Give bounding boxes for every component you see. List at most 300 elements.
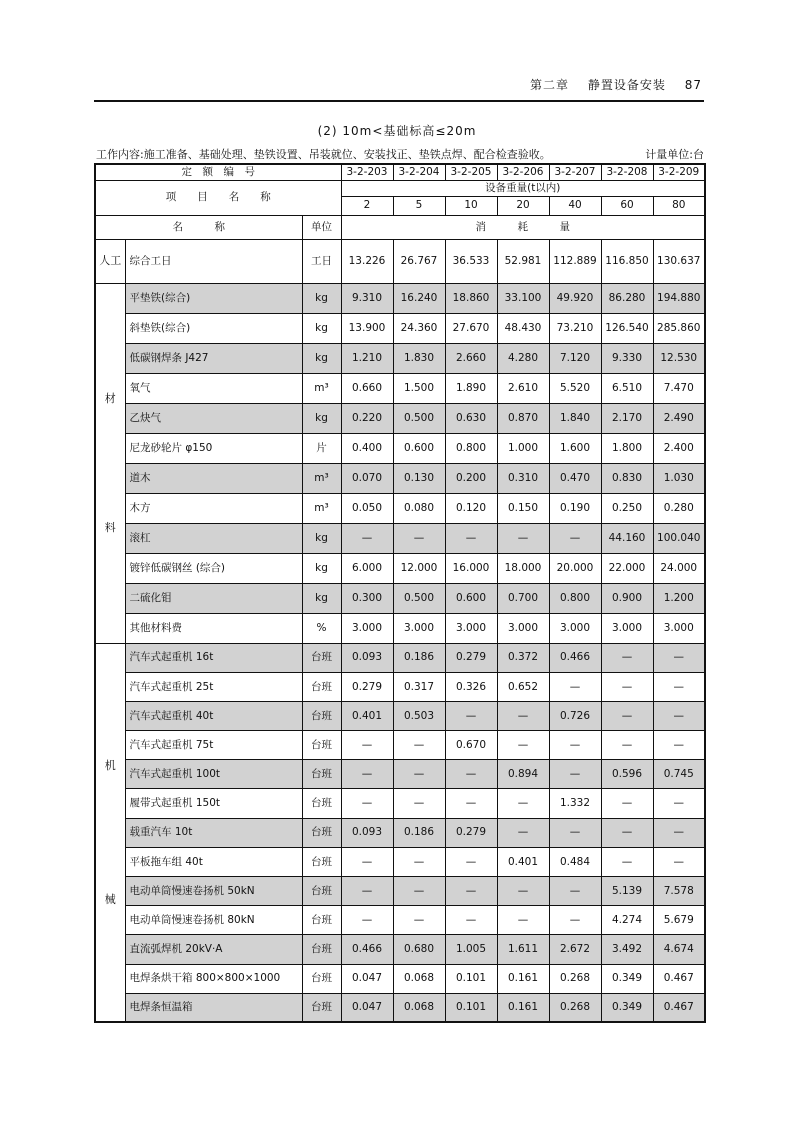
consumption-value: — xyxy=(341,847,393,876)
consumption-value: — xyxy=(445,701,497,730)
item-unit: 台班 xyxy=(302,993,341,1022)
item-unit: kg xyxy=(302,403,341,433)
item-unit: 台班 xyxy=(302,731,341,760)
consumption-value: — xyxy=(497,731,549,760)
running-head xyxy=(516,76,702,93)
item-unit: 台班 xyxy=(302,935,341,964)
consumption-value: 1.000 xyxy=(497,433,549,463)
item-unit: % xyxy=(302,613,341,643)
consumption-value: — xyxy=(341,523,393,553)
consumption-value: 3.000 xyxy=(601,613,653,643)
consumption-value: — xyxy=(601,789,653,818)
consumption-value: 0.745 xyxy=(653,760,705,789)
chapter-title: 静置设备安装 xyxy=(587,78,666,92)
consumption-value: — xyxy=(341,760,393,789)
category-label: 械 xyxy=(104,892,116,906)
consumption-value: — xyxy=(653,818,705,847)
table-row xyxy=(95,789,705,818)
consumption-value: 0.652 xyxy=(497,672,549,701)
consumption-value: 4.674 xyxy=(653,935,705,964)
consumption-value: 0.268 xyxy=(549,993,601,1022)
item-name: 汽车式起重机 16t xyxy=(125,643,302,672)
work-content-line xyxy=(96,146,704,162)
consumption-value: 1.005 xyxy=(445,935,497,964)
weight-value: 10 xyxy=(445,196,497,215)
item-name: 道木 xyxy=(125,463,302,493)
consumption-value: 27.670 xyxy=(445,313,497,343)
consumption-value: — xyxy=(653,672,705,701)
item-unit: kg xyxy=(302,283,341,313)
consumption-value: 0.101 xyxy=(445,993,497,1022)
quota-code: 3-2-206 xyxy=(497,164,549,180)
consumption-value: — xyxy=(601,643,653,672)
consumption-value: 3.000 xyxy=(341,613,393,643)
item-name: 乙炔气 xyxy=(125,403,302,433)
quota-code: 3-2-209 xyxy=(653,164,705,180)
page-number: 87 xyxy=(684,78,702,92)
chapter-label: 第二章 xyxy=(530,78,570,92)
consumption-value: 0.280 xyxy=(653,493,705,523)
consumption-value: 116.850 xyxy=(601,239,653,283)
item-unit: 台班 xyxy=(302,877,341,906)
consumption-value: 20.000 xyxy=(549,553,601,583)
item-name: 综合工日 xyxy=(125,239,302,283)
consumption-value: — xyxy=(601,672,653,701)
category-cell xyxy=(95,239,125,283)
weight-value: 40 xyxy=(549,196,601,215)
consumption-value: 12.000 xyxy=(393,553,445,583)
consumption-value: 7.470 xyxy=(653,373,705,403)
consumption-value: 0.120 xyxy=(445,493,497,523)
table-row xyxy=(95,463,705,493)
weight-value: 20 xyxy=(497,196,549,215)
consumption-value: 0.220 xyxy=(341,403,393,433)
consumption-value: 0.401 xyxy=(341,701,393,730)
item-unit: kg xyxy=(302,313,341,343)
consumption-value: — xyxy=(549,760,601,789)
consumption-value: 0.268 xyxy=(549,964,601,993)
consumption-value: — xyxy=(601,847,653,876)
consumption-value: 130.637 xyxy=(653,239,705,283)
item-unit: 台班 xyxy=(302,760,341,789)
consumption-header: 消 耗 量 xyxy=(341,215,705,239)
consumption-value: 16.000 xyxy=(445,553,497,583)
consumption-value: — xyxy=(549,877,601,906)
consumption-value: 13.226 xyxy=(341,239,393,283)
consumption-value: 2.660 xyxy=(445,343,497,373)
item-name-label: 项 目 名 称 xyxy=(95,180,341,215)
consumption-value: 0.161 xyxy=(497,993,549,1022)
consumption-value: 0.093 xyxy=(341,643,393,672)
consumption-value: 0.503 xyxy=(393,701,445,730)
consumption-value: 22.000 xyxy=(601,553,653,583)
item-name: 二硫化钼 xyxy=(125,583,302,613)
item-unit: 工日 xyxy=(302,239,341,283)
table-row xyxy=(95,523,705,553)
item-name: 镀锌低碳钢丝 (综合) xyxy=(125,553,302,583)
item-unit: kg xyxy=(302,523,341,553)
item-name: 履带式起重机 150t xyxy=(125,789,302,818)
consumption-value: 86.280 xyxy=(601,283,653,313)
consumption-value: — xyxy=(497,818,549,847)
consumption-value: 48.430 xyxy=(497,313,549,343)
consumption-value: 0.894 xyxy=(497,760,549,789)
consumption-value: — xyxy=(341,789,393,818)
quota-code: 3-2-205 xyxy=(445,164,497,180)
consumption-value: — xyxy=(497,906,549,935)
consumption-value: 1.611 xyxy=(497,935,549,964)
table-row xyxy=(95,283,705,313)
consumption-value: 0.500 xyxy=(393,583,445,613)
consumption-value: 0.630 xyxy=(445,403,497,433)
consumption-value: 0.068 xyxy=(393,964,445,993)
table-row xyxy=(95,906,705,935)
consumption-value: 0.700 xyxy=(497,583,549,613)
consumption-value: 112.889 xyxy=(549,239,601,283)
consumption-value: 0.900 xyxy=(601,583,653,613)
quota-code: 3-2-204 xyxy=(393,164,445,180)
consumption-value: 1.890 xyxy=(445,373,497,403)
consumption-value: — xyxy=(601,818,653,847)
consumption-value: 49.920 xyxy=(549,283,601,313)
item-unit: 台班 xyxy=(302,643,341,672)
item-name: 汽车式起重机 75t xyxy=(125,731,302,760)
consumption-value: 1.600 xyxy=(549,433,601,463)
weight-value: 2 xyxy=(341,196,393,215)
item-name: 其他材料费 xyxy=(125,613,302,643)
consumption-value: 0.047 xyxy=(341,964,393,993)
consumption-value: 0.726 xyxy=(549,701,601,730)
consumption-value: 3.492 xyxy=(601,935,653,964)
table-row xyxy=(95,239,705,283)
quota-code: 3-2-207 xyxy=(549,164,601,180)
consumption-value: 1.030 xyxy=(653,463,705,493)
item-name: 低碳钢焊条 J427 xyxy=(125,343,302,373)
item-unit: 台班 xyxy=(302,672,341,701)
table-row xyxy=(95,672,705,701)
item-unit: kg xyxy=(302,343,341,373)
consumption-value: 0.317 xyxy=(393,672,445,701)
consumption-value: 5.520 xyxy=(549,373,601,403)
consumption-value: 13.900 xyxy=(341,313,393,343)
table-row xyxy=(95,313,705,343)
consumption-value: 16.240 xyxy=(393,283,445,313)
consumption-value: — xyxy=(341,906,393,935)
consumption-value: — xyxy=(445,523,497,553)
item-name: 电焊条烘干箱 800×800×1000 xyxy=(125,964,302,993)
category-label: 机 xyxy=(104,758,116,772)
consumption-value: 6.510 xyxy=(601,373,653,403)
table-row xyxy=(95,583,705,613)
item-name: 电动单筒慢速卷扬机 80kN xyxy=(125,906,302,935)
consumption-value: 12.530 xyxy=(653,343,705,373)
table-row xyxy=(95,643,705,672)
consumption-value: 3.000 xyxy=(549,613,601,643)
category-cell xyxy=(95,643,125,1022)
consumption-value: — xyxy=(445,847,497,876)
consumption-value: 285.860 xyxy=(653,313,705,343)
item-name: 载重汽车 10t xyxy=(125,818,302,847)
work-content: 工作内容:施工准备、基础处理、垫铁设置、吊装就位、安装找正、垫铁点焊、配合检查验收。 xyxy=(96,148,551,161)
item-name: 电动单筒慢速卷扬机 50kN xyxy=(125,877,302,906)
table-row xyxy=(95,433,705,463)
item-name: 斜垫铁(综合) xyxy=(125,313,302,343)
consumption-value: 0.080 xyxy=(393,493,445,523)
table-row xyxy=(95,701,705,730)
consumption-value: 2.610 xyxy=(497,373,549,403)
consumption-value: — xyxy=(497,877,549,906)
item-name: 尼龙砂轮片 φ150 xyxy=(125,433,302,463)
consumption-value: — xyxy=(497,789,549,818)
consumption-value: 5.679 xyxy=(653,906,705,935)
consumption-value: 100.040 xyxy=(653,523,705,553)
consumption-value: 0.372 xyxy=(497,643,549,672)
category-label: 料 xyxy=(104,520,116,534)
consumption-value: — xyxy=(393,523,445,553)
consumption-value: 0.050 xyxy=(341,493,393,523)
table-row xyxy=(95,343,705,373)
consumption-value: 0.400 xyxy=(341,433,393,463)
consumption-value: — xyxy=(653,643,705,672)
measure-unit: 计量单位:台 xyxy=(645,148,704,161)
consumption-value: — xyxy=(393,906,445,935)
table-row xyxy=(95,731,705,760)
weight-value: 5 xyxy=(393,196,445,215)
item-unit: 片 xyxy=(302,433,341,463)
consumption-value: 3.000 xyxy=(497,613,549,643)
item-unit: 台班 xyxy=(302,701,341,730)
consumption-value: — xyxy=(549,906,601,935)
consumption-value: — xyxy=(393,731,445,760)
table-row xyxy=(95,847,705,876)
consumption-value: 194.880 xyxy=(653,283,705,313)
name-column-header: 名 称 xyxy=(95,215,302,239)
item-unit: kg xyxy=(302,583,341,613)
consumption-value: 9.310 xyxy=(341,283,393,313)
consumption-value: 0.670 xyxy=(445,731,497,760)
category-label: 材 xyxy=(104,392,116,406)
consumption-value: 0.660 xyxy=(341,373,393,403)
consumption-value: — xyxy=(445,906,497,935)
consumption-value: 26.767 xyxy=(393,239,445,283)
item-unit: m³ xyxy=(302,373,341,403)
consumption-value: — xyxy=(341,877,393,906)
consumption-value: 0.279 xyxy=(341,672,393,701)
item-name: 电焊条恒温箱 xyxy=(125,993,302,1022)
consumption-value: — xyxy=(393,847,445,876)
consumption-value: 4.274 xyxy=(601,906,653,935)
consumption-value: 1.840 xyxy=(549,403,601,433)
consumption-value: — xyxy=(549,672,601,701)
consumption-value: 0.279 xyxy=(445,643,497,672)
consumption-value: 33.100 xyxy=(497,283,549,313)
item-unit: m³ xyxy=(302,463,341,493)
consumption-value: 44.160 xyxy=(601,523,653,553)
consumption-value: 3.000 xyxy=(393,613,445,643)
consumption-value: 2.400 xyxy=(653,433,705,463)
consumption-value: 7.120 xyxy=(549,343,601,373)
consumption-value: 0.500 xyxy=(393,403,445,433)
quota-table xyxy=(94,163,706,1023)
consumption-value: 0.279 xyxy=(445,818,497,847)
table-row xyxy=(95,760,705,789)
item-unit: 台班 xyxy=(302,818,341,847)
item-unit: m³ xyxy=(302,493,341,523)
table-row xyxy=(95,493,705,523)
consumption-value: 0.310 xyxy=(497,463,549,493)
weight-value: 80 xyxy=(653,196,705,215)
consumption-value: 0.466 xyxy=(549,643,601,672)
consumption-value: 1.500 xyxy=(393,373,445,403)
consumption-value: 0.830 xyxy=(601,463,653,493)
consumption-value: 0.186 xyxy=(393,818,445,847)
item-name: 汽车式起重机 100t xyxy=(125,760,302,789)
consumption-value: 1.800 xyxy=(601,433,653,463)
weight-label: 设备重量(t以内) xyxy=(341,180,705,196)
consumption-value: 0.093 xyxy=(341,818,393,847)
category-gap xyxy=(96,406,125,521)
consumption-value: 0.466 xyxy=(341,935,393,964)
consumption-value: — xyxy=(549,731,601,760)
consumption-value: 1.200 xyxy=(653,583,705,613)
table-row xyxy=(95,553,705,583)
consumption-value: 24.360 xyxy=(393,313,445,343)
consumption-value: 0.600 xyxy=(445,583,497,613)
consumption-value: — xyxy=(445,760,497,789)
consumption-value: 0.680 xyxy=(393,935,445,964)
consumption-value: — xyxy=(497,701,549,730)
consumption-value: — xyxy=(653,789,705,818)
consumption-value: 52.981 xyxy=(497,239,549,283)
unit-column-header: 单位 xyxy=(302,215,341,239)
consumption-value: 18.000 xyxy=(497,553,549,583)
consumption-value: 0.349 xyxy=(601,964,653,993)
item-name: 平垫铁(综合) xyxy=(125,283,302,313)
item-unit: kg xyxy=(302,553,341,583)
consumption-value: 0.101 xyxy=(445,964,497,993)
consumption-value: — xyxy=(601,731,653,760)
category-gap xyxy=(96,772,125,893)
table-row xyxy=(95,877,705,906)
item-unit: 台班 xyxy=(302,789,341,818)
consumption-value: — xyxy=(393,789,445,818)
consumption-value: — xyxy=(549,523,601,553)
consumption-value: 0.190 xyxy=(549,493,601,523)
item-name: 木方 xyxy=(125,493,302,523)
item-name: 平板拖车组 40t xyxy=(125,847,302,876)
consumption-value: 3.000 xyxy=(653,613,705,643)
consumption-value: — xyxy=(445,789,497,818)
consumption-value: 0.130 xyxy=(393,463,445,493)
quota-code: 3-2-208 xyxy=(601,164,653,180)
consumption-value: 0.068 xyxy=(393,993,445,1022)
consumption-value: 1.210 xyxy=(341,343,393,373)
consumption-value: 0.300 xyxy=(341,583,393,613)
consumption-value: 18.860 xyxy=(445,283,497,313)
table-row xyxy=(95,373,705,403)
consumption-value: 0.326 xyxy=(445,672,497,701)
section-subtitle: (2) 10m<基础标高≤20m xyxy=(317,124,477,138)
consumption-value: 0.800 xyxy=(549,583,601,613)
consumption-value: 0.150 xyxy=(497,493,549,523)
table-row xyxy=(95,935,705,964)
consumption-value: 2.170 xyxy=(601,403,653,433)
consumption-value: 0.484 xyxy=(549,847,601,876)
table-row xyxy=(95,613,705,643)
category-cell xyxy=(95,283,125,643)
consumption-value: 0.250 xyxy=(601,493,653,523)
consumption-value: 0.401 xyxy=(497,847,549,876)
quota-number-label: 定 额 编 号 xyxy=(95,164,341,180)
item-unit: 台班 xyxy=(302,906,341,935)
consumption-value: 0.467 xyxy=(653,993,705,1022)
consumption-value: — xyxy=(393,877,445,906)
table-row xyxy=(95,993,705,1022)
consumption-value: 0.470 xyxy=(549,463,601,493)
consumption-value: 1.830 xyxy=(393,343,445,373)
category-label: 人工 xyxy=(99,254,122,268)
item-name: 直流弧焊机 20kV·A xyxy=(125,935,302,964)
consumption-value: — xyxy=(393,760,445,789)
item-name: 汽车式起重机 25t xyxy=(125,672,302,701)
consumption-value: 9.330 xyxy=(601,343,653,373)
consumption-value: 0.600 xyxy=(393,433,445,463)
consumption-value: 7.578 xyxy=(653,877,705,906)
consumption-value: — xyxy=(653,847,705,876)
consumption-value: 0.349 xyxy=(601,993,653,1022)
table-row xyxy=(95,403,705,433)
consumption-value: 0.200 xyxy=(445,463,497,493)
item-name: 滚杠 xyxy=(125,523,302,553)
consumption-value: 0.870 xyxy=(497,403,549,433)
consumption-value: 126.540 xyxy=(601,313,653,343)
consumption-value: — xyxy=(549,818,601,847)
consumption-value: 0.186 xyxy=(393,643,445,672)
consumption-value: — xyxy=(497,523,549,553)
consumption-value: 0.596 xyxy=(601,760,653,789)
consumption-value: — xyxy=(601,701,653,730)
item-unit: 台班 xyxy=(302,964,341,993)
table-row xyxy=(95,818,705,847)
consumption-value: 2.672 xyxy=(549,935,601,964)
consumption-value: 73.210 xyxy=(549,313,601,343)
consumption-value: 2.490 xyxy=(653,403,705,433)
consumption-value: 0.047 xyxy=(341,993,393,1022)
consumption-value: — xyxy=(653,701,705,730)
item-name: 氧气 xyxy=(125,373,302,403)
weight-value: 60 xyxy=(601,196,653,215)
consumption-value: — xyxy=(445,877,497,906)
quota-code: 3-2-203 xyxy=(341,164,393,180)
consumption-value: 0.467 xyxy=(653,964,705,993)
consumption-value: 0.800 xyxy=(445,433,497,463)
consumption-value: — xyxy=(653,731,705,760)
consumption-value: 4.280 xyxy=(497,343,549,373)
consumption-value: 0.070 xyxy=(341,463,393,493)
header-rule xyxy=(94,100,704,102)
consumption-value: 3.000 xyxy=(445,613,497,643)
consumption-value: 24.000 xyxy=(653,553,705,583)
consumption-value: 5.139 xyxy=(601,877,653,906)
item-unit: 台班 xyxy=(302,847,341,876)
item-name: 汽车式起重机 40t xyxy=(125,701,302,730)
consumption-value: 36.533 xyxy=(445,239,497,283)
table-row xyxy=(95,964,705,993)
consumption-value: 0.161 xyxy=(497,964,549,993)
consumption-value: 1.332 xyxy=(549,789,601,818)
consumption-value: — xyxy=(341,731,393,760)
consumption-value: 6.000 xyxy=(341,553,393,583)
